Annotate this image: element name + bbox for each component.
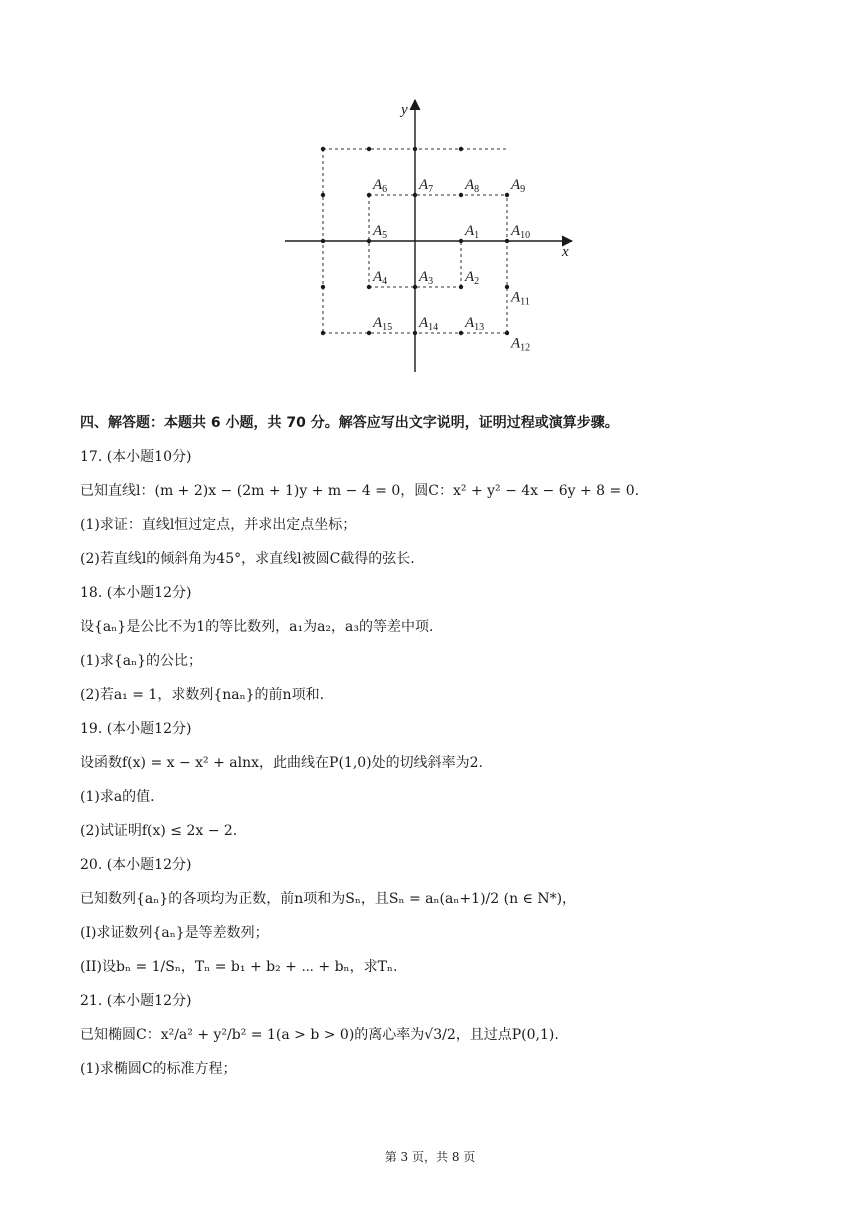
point-label: $A_8$	[465, 177, 480, 195]
question-line: 设函数f(x) = x − x² + alnx，此曲线在P(1,0)处的切线斜率为2.	[80, 755, 483, 771]
grid-point	[367, 147, 371, 151]
question-line: (2)若a₁ = 1，求数列{naₙ}的前n项和.	[80, 687, 325, 703]
question-body	[80, 413, 780, 1093]
coordinate-figure	[280, 92, 580, 380]
point-label: $A_{15}$	[373, 315, 393, 333]
point-label: $A_{14}$	[419, 315, 439, 333]
grid-diagram	[280, 92, 580, 380]
grid-point	[459, 147, 463, 151]
question-line: 17. (本小题10分)	[80, 449, 192, 465]
grid-point	[505, 285, 509, 289]
point-label: $A_7$	[419, 177, 434, 195]
grid-point	[321, 285, 325, 289]
grid-point	[321, 331, 325, 335]
grid-point	[321, 147, 325, 151]
question-line: 已知椭圆C：x²/a² + y²/b² = 1(a > b > 0)的离心率为√3/2，且过点P(0,1).	[80, 1027, 559, 1043]
grid-point	[459, 239, 463, 243]
y-axis-label: y	[401, 102, 408, 118]
point-label: $A_2$	[465, 269, 480, 287]
grid-point	[321, 239, 325, 243]
question-line: 18. (本小题12分)	[80, 585, 192, 601]
question-line: 已知直线l：(m + 2)x − (2m + 1)y + m − 4 = 0，圆C：x² + y² − 4x − 6y + 8 = 0.	[80, 483, 640, 499]
page-footer: 第 3 页，共 8 页	[384, 1150, 476, 1164]
point-label: $A_{10}$	[511, 223, 531, 241]
point-label: $A_{12}$	[511, 335, 531, 354]
section-heading: 四、解答题：本题共 6 小题，共 70 分。解答应写出文字说明，证明过程或演算步骤。	[80, 415, 619, 431]
question-line: 20. (本小题12分)	[80, 857, 192, 873]
question-line: (1)求{aₙ}的公比；	[80, 653, 203, 669]
question-line: (1)求椭圆C的标准方程；	[80, 1061, 237, 1077]
grid-point	[505, 331, 509, 335]
question-line: (1)求a的值.	[80, 789, 155, 805]
question-line: (I)求证数列{aₙ}是等差数列；	[80, 925, 269, 941]
question-line: 设{aₙ}是公比不为1的等比数列，a₁为a₂，a₃的等差中项.	[80, 619, 434, 635]
question-line: 21. (本小题12分)	[80, 993, 192, 1009]
grid-point	[367, 239, 371, 243]
grid-point	[413, 193, 417, 197]
grid-point	[413, 147, 417, 151]
question-line: 已知数列{aₙ}的各项均为正数，前n项和为Sₙ，且Sₙ = aₙ(aₙ+1)/2 (n ∈ N*)，	[80, 891, 577, 907]
grid-point	[367, 331, 371, 335]
grid-point	[459, 331, 463, 335]
grid-point	[413, 331, 417, 335]
point-label: $A_{11}$	[511, 289, 530, 308]
point-label: $A_1$	[465, 223, 480, 241]
grid-point	[505, 239, 509, 243]
grid-point	[367, 193, 371, 197]
question-line: (1)求证：直线l恒过定点，并求出定点坐标；	[80, 517, 357, 533]
point-label: $A_4$	[373, 269, 388, 287]
point-label: $A_3$	[419, 269, 434, 287]
point-label: $A_6$	[373, 177, 388, 195]
question-lines	[80, 447, 780, 1093]
grid-point	[459, 193, 463, 197]
point-label: $A_{13}$	[465, 315, 485, 333]
grid-point	[505, 193, 509, 197]
grid-point	[459, 285, 463, 289]
question-line: (2)试证明f(x) ≤ 2x − 2.	[80, 823, 238, 839]
question-line: (II)设bₙ = 1/Sₙ，Tₙ = b₁ + b₂ + ⋯ + bₙ，求Tₙ.	[80, 959, 398, 975]
grid-point	[321, 193, 325, 197]
grid-point	[413, 285, 417, 289]
grid-point	[367, 285, 371, 289]
point-label: $A_9$	[511, 177, 526, 195]
x-axis-label: x	[562, 244, 569, 260]
question-line: (2)若直线l的倾斜角为45°，求直线l被圆C截得的弦长.	[80, 551, 415, 567]
point-label: $A_5$	[373, 223, 388, 241]
question-line: 19. (本小题12分)	[80, 721, 192, 737]
